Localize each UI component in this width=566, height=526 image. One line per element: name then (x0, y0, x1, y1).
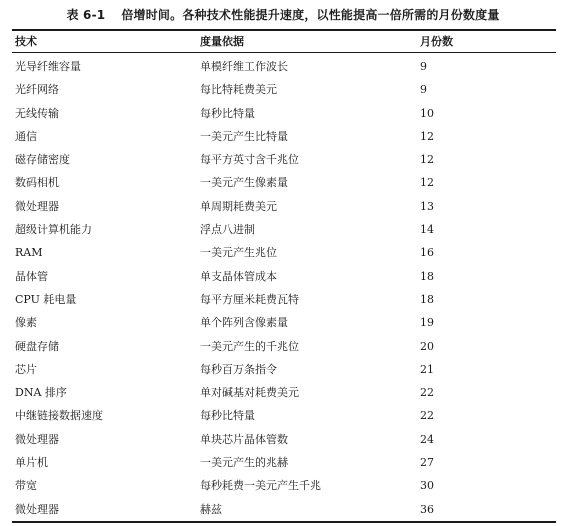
cell-metric: 一美元产生的千兆位 (200, 339, 299, 353)
table-row (0, 359, 566, 382)
header-months: 月份数 (420, 35, 453, 48)
table-row (0, 452, 566, 475)
cell-metric: 单周期耗费美元 (200, 199, 277, 213)
table-bottom-rule (12, 521, 556, 523)
cell-months: 16 (420, 246, 434, 260)
cell-metric: 单块芯片晶体管数 (200, 432, 288, 446)
header-metric: 度量依据 (200, 35, 244, 48)
cell-metric: 一美元产生兆位 (200, 246, 277, 260)
cell-technology: 超级计算机能力 (15, 223, 92, 237)
cell-months: 13 (420, 199, 434, 213)
table-row (0, 126, 566, 149)
cell-months: 12 (420, 129, 434, 143)
cell-metric: 每秒比特量 (200, 106, 255, 120)
table-body (0, 56, 566, 522)
cell-metric: 浮点八进制 (200, 223, 255, 237)
cell-metric: 每比特耗费美元 (200, 83, 277, 97)
cell-metric: 单模纤维工作波长 (200, 60, 288, 73)
cell-technology: 像素 (15, 316, 37, 330)
cell-months: 19 (420, 316, 434, 330)
table-row (0, 79, 566, 102)
cell-months: 12 (420, 153, 434, 167)
table-row (0, 56, 566, 79)
cell-technology: 微处理器 (15, 432, 59, 446)
cell-metric: 每平方厘米耗费瓦特 (200, 292, 299, 306)
table-row (0, 312, 566, 335)
table-number: 表 6-1 (66, 8, 106, 22)
cell-metric: 一美元产生像素量 (200, 176, 288, 190)
table-caption (0, 6, 566, 23)
cell-metric: 赫兹 (200, 502, 222, 516)
cell-metric: 单个阵列含像素量 (200, 316, 288, 330)
cell-technology: CPU 耗电量 (15, 292, 77, 306)
table-row (0, 219, 566, 242)
table-row (0, 266, 566, 289)
cell-technology: 硬盘存储 (15, 339, 59, 353)
cell-months: 12 (420, 176, 434, 190)
table-row (0, 429, 566, 452)
cell-months: 14 (420, 223, 434, 237)
cell-technology: DNA 排序 (15, 386, 67, 400)
table-row (0, 103, 566, 126)
cell-technology: 无线传输 (15, 106, 59, 120)
cell-technology: 磁存储密度 (15, 153, 70, 167)
cell-months: 20 (420, 339, 434, 353)
table-row (0, 475, 566, 498)
table-row (0, 499, 566, 522)
cell-metric: 单对碱基对耗费美元 (200, 386, 299, 400)
table-row (0, 382, 566, 405)
cell-metric: 单支晶体管成本 (200, 269, 277, 283)
cell-technology: 光纤网络 (15, 83, 59, 97)
cell-technology: 微处理器 (15, 502, 59, 516)
header-technology: 技术 (15, 35, 37, 48)
cell-months: 9 (420, 60, 427, 73)
cell-months: 10 (420, 106, 434, 120)
cell-technology: 数码相机 (15, 176, 59, 190)
cell-technology: 芯片 (15, 362, 37, 376)
cell-months: 22 (420, 386, 434, 400)
table-row (0, 242, 566, 265)
table-row (0, 172, 566, 195)
cell-technology: 带宽 (15, 479, 37, 493)
cell-technology: 单片机 (15, 456, 48, 470)
cell-metric: 一美元产生的兆赫 (200, 456, 288, 470)
cell-metric: 每秒比特量 (200, 409, 255, 423)
cell-technology: 中继链接数据速度 (15, 409, 103, 423)
cell-months: 36 (420, 502, 434, 516)
table-header-rule (12, 52, 556, 53)
cell-months: 22 (420, 409, 434, 423)
cell-metric: 每秒耗费一美元产生千兆 (200, 479, 321, 493)
cell-technology: 晶体管 (15, 269, 48, 283)
cell-metric: 每平方英寸含千兆位 (200, 153, 299, 167)
table-title: 倍增时间。各种技术性能提升速度，以性能提高一倍所需的月份数度量 (121, 8, 500, 22)
table-row (0, 149, 566, 172)
table-top-rule (12, 29, 556, 31)
table-row (0, 196, 566, 219)
cell-months: 27 (420, 456, 434, 470)
table-row (0, 289, 566, 312)
cell-months: 30 (420, 479, 434, 493)
cell-months: 21 (420, 362, 434, 376)
cell-months: 9 (420, 83, 427, 97)
cell-months: 18 (420, 292, 434, 306)
table-row (0, 336, 566, 359)
cell-technology: 微处理器 (15, 199, 59, 213)
cell-technology: 光导纤维容量 (15, 60, 81, 73)
cell-technology: 通信 (15, 129, 37, 143)
cell-months: 18 (420, 269, 434, 283)
cell-technology: RAM (15, 246, 43, 260)
cell-months: 24 (420, 432, 434, 446)
cell-metric: 每秒百万条指令 (200, 362, 277, 376)
table-row (0, 405, 566, 428)
cell-metric: 一美元产生比特量 (200, 129, 288, 143)
